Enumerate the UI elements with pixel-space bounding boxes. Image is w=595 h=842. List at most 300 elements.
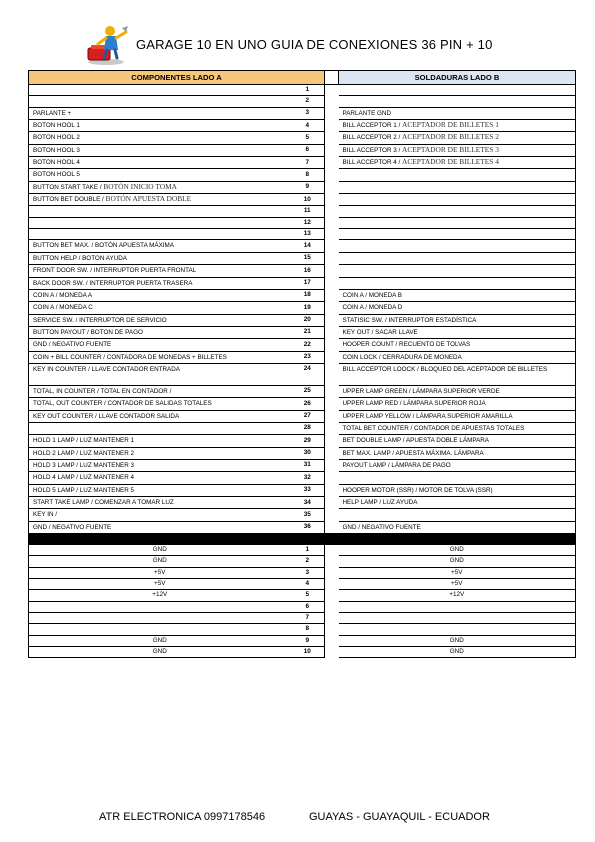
side-a-cell-text: COIN A / MONEDA A <box>33 291 93 299</box>
pin10-number <box>291 601 325 612</box>
pin10-side-b-text: +5V <box>451 580 463 588</box>
side-b-cell-text: BILL ACCEPTOR 1 / <box>342 122 402 130</box>
pin-number-text: 10 <box>303 195 311 203</box>
side-b-cell <box>339 277 576 289</box>
side-b-cell <box>339 240 576 252</box>
pin-number <box>291 398 325 410</box>
pin-number <box>291 435 325 447</box>
side-b-cell-text: HOOPER COUNT / RECUENTO DE TOLVAS <box>342 341 471 349</box>
pin10-side-b <box>339 556 576 567</box>
side-a-cell-text: TOTAL, IN COUNTER / TOTAL EN CONTADOR / <box>33 387 172 395</box>
side-a-cell-text: BOTON HOOL 2 <box>33 134 80 142</box>
pin-row <box>29 169 576 181</box>
side-a-cell-text: HOLD 2 LAMP / LUZ MANTENER 2 <box>33 449 135 457</box>
pin-number <box>291 472 325 484</box>
side-a-cell <box>29 289 291 301</box>
side-b-cell <box>339 435 576 447</box>
side-a-cell <box>29 422 291 434</box>
side-a-cell-text: BOTON HOOL 5 <box>33 171 80 179</box>
pin10-row <box>29 647 576 658</box>
side-a-cell <box>29 385 291 397</box>
side-a-cell <box>29 120 291 132</box>
pin-row <box>29 85 576 96</box>
pin-row <box>29 181 576 193</box>
pin-number <box>291 497 325 509</box>
pin-number-text: 22 <box>303 340 311 348</box>
side-a-cell <box>29 363 291 385</box>
side-a-cell <box>29 265 291 277</box>
pin-row <box>29 509 576 521</box>
side-b-cell <box>339 363 576 385</box>
pin10-number-text: 8 <box>305 625 310 633</box>
pin10-side-b <box>339 579 576 590</box>
side-b-cell-text: PARLANTE GND <box>342 109 392 117</box>
pin-number <box>291 240 325 252</box>
pin-row <box>29 194 576 206</box>
side-a-cell-text: BUTTON HELP / BOTON AYUDA <box>33 254 128 262</box>
footer-location: GUAYAS - GUAYAQUIL - ECUADOR <box>309 811 490 823</box>
pin10-side-b <box>339 545 576 556</box>
pin10-number <box>291 556 325 567</box>
pin-row <box>29 302 576 314</box>
side-b-cell <box>339 521 576 533</box>
pin-number-text: 29 <box>303 436 311 444</box>
pin-number-text: 5 <box>305 133 310 141</box>
pin-row <box>29 229 576 240</box>
pin-row <box>29 484 576 496</box>
pin10-row <box>29 624 576 635</box>
pin10-side-a <box>29 647 291 658</box>
side-a-cell <box>29 339 291 351</box>
pin-row <box>29 339 576 351</box>
side-b-cell-text: GND / NEGATIVO FUENTE <box>342 523 421 531</box>
pin-number-text: 15 <box>303 254 311 262</box>
side-b-cell <box>339 132 576 144</box>
side-b-cell-text: PAYOUT LAMP / LÁMPARA DE PAGO <box>342 461 451 469</box>
pin-number <box>291 217 325 228</box>
side-a-cell-spanish-text: BOTÓN INICIO TOMA <box>103 181 177 191</box>
pin10-side-a <box>29 545 291 556</box>
pin-number-text: 6 <box>305 146 310 154</box>
pin10-row <box>29 601 576 612</box>
pin-number-text: 17 <box>303 279 311 286</box>
side-b-cell <box>339 265 576 277</box>
pin10-side-a-text: GND <box>152 557 167 565</box>
side-a-cell <box>29 521 291 533</box>
side-a-cell-text: KEY IN / <box>33 511 58 519</box>
side-b-cell-text: BET DOUBLE LAMP / APUESTA DOBLE LÁMPARA <box>342 437 490 445</box>
pin10-side-b-text: +5V <box>451 568 463 576</box>
pin-number-text: 4 <box>305 121 310 129</box>
side-b-cell <box>339 85 576 96</box>
pin10-number-text: 7 <box>305 614 310 622</box>
side-a-cell-text: COIN A / MONEDA C <box>33 304 93 312</box>
side-a-cell <box>29 398 291 410</box>
side-a-cell <box>29 217 291 228</box>
side-b-cell-text: HOOPER MOTOR (SSR) / MOTOR DE TOLVA (SSR) <box>342 486 493 494</box>
side-b-cell <box>339 144 576 156</box>
pin10-side-a-text: +5V <box>154 568 166 576</box>
side-b-cell <box>339 410 576 422</box>
pin10-number-text: 5 <box>305 591 310 599</box>
side-a-cell-text: TOTAL, OUT COUNTER / CONTADOR DE SALIDAS TOTALES <box>33 400 212 408</box>
pin10-row <box>29 556 576 567</box>
pin10-side-b <box>339 635 576 646</box>
pin-number <box>291 157 325 169</box>
separator-bar <box>29 534 576 545</box>
side-a-cell-text: GND / NEGATIVO FUENTE <box>33 341 112 349</box>
pin10-side-b <box>339 601 576 612</box>
pin-number <box>291 252 325 264</box>
side-a-cell-text: BUTTON PAYOUT / BOTON DE PAGO <box>33 328 143 336</box>
pin-row <box>29 410 576 422</box>
side-a-cell <box>29 472 291 484</box>
side-a-cell-text: BOTON HOOL 1 <box>33 122 80 130</box>
side-a-cell <box>29 206 291 217</box>
side-a-cell-text: BACK DOOR SW. / INTERRUPTOR PUERTA TRASERA <box>33 279 193 287</box>
pin-number-text: 30 <box>303 449 311 457</box>
pin-number <box>291 363 325 385</box>
side-a-cell <box>29 509 291 521</box>
pin10-side-a <box>29 601 291 612</box>
pin-number-text: 1 <box>305 86 310 93</box>
pin10-side-a-text: GND <box>152 648 167 656</box>
pin-row <box>29 422 576 434</box>
pin-number <box>291 484 325 496</box>
pin10-side-a-text: GND <box>152 546 167 554</box>
side-a-cell-text: HOLD 1 LAMP / LUZ MANTENER 1 <box>33 437 135 445</box>
pin10-row <box>29 635 576 646</box>
side-b-cell-text: BILL ACCEPTOR 4 / <box>342 159 402 167</box>
side-a-cell <box>29 326 291 338</box>
pin10-side-a <box>29 590 291 601</box>
pin10-number-text: 10 <box>303 648 311 656</box>
header-side-b: SOLDADURAS LADO B <box>339 71 576 85</box>
pin-number-text: 18 <box>303 291 311 299</box>
pin-number-text: 31 <box>303 461 311 469</box>
side-b-cell <box>339 447 576 459</box>
pin10-row <box>29 579 576 590</box>
side-b-cell <box>339 497 576 509</box>
side-a-cell-text: HOLD 4 LAMP / LUZ MANTENER 4 <box>33 474 135 482</box>
pin-number-text: 36 <box>303 523 311 531</box>
pin-number <box>291 410 325 422</box>
side-a-cell-text: HOLD 5 LAMP / LUZ MANTENER 5 <box>33 486 135 494</box>
pin-number-text: 7 <box>305 158 310 166</box>
pin10-number-text: 9 <box>305 636 310 644</box>
side-a-cell <box>29 240 291 252</box>
pin10-number <box>291 635 325 646</box>
pin-row <box>29 326 576 338</box>
side-b-cell <box>339 120 576 132</box>
side-a-cell <box>29 96 291 107</box>
pin-number-text: 23 <box>303 353 311 361</box>
pin-number-text: 28 <box>303 424 311 432</box>
side-a-cell <box>29 351 291 363</box>
side-b-cell-text: STATISIC SW. / INTERRUPTOR ESTADÍSTICA <box>342 316 477 324</box>
pin10-side-b <box>339 647 576 658</box>
side-b-cell <box>339 351 576 363</box>
pin-number <box>291 96 325 107</box>
pin10-side-a <box>29 579 291 590</box>
pin-number <box>291 351 325 363</box>
pin-number-text: 3 <box>305 109 310 117</box>
pin-number-text: 20 <box>303 316 311 324</box>
side-a-cell <box>29 194 291 206</box>
side-a-cell <box>29 85 291 96</box>
pin-row <box>29 217 576 228</box>
side-a-cell <box>29 144 291 156</box>
side-b-cell-text: BILL ACCEPTOR LOOCK / BLOQUEO DEL ACEPTADOR DE BILLETES <box>342 365 548 373</box>
side-a-cell <box>29 497 291 509</box>
side-b-cell <box>339 289 576 301</box>
side-b-cell <box>339 314 576 326</box>
pin-row <box>29 96 576 107</box>
side-b-cell-spanish-text: ACEPTADOR DE BILLETES 3 <box>402 144 499 154</box>
pin-number <box>291 289 325 301</box>
side-a-cell-text: START TAKE LAMP / COMENZAR A TOMAR LUZ <box>33 499 174 506</box>
side-b-cell-text: UPPER LAMP YELLOW / LÁMPARA SUPERIOR AMARILLA <box>342 412 513 420</box>
side-a-cell <box>29 314 291 326</box>
side-a-cell-text: PARLANTE + <box>33 109 72 117</box>
side-b-cell <box>339 217 576 228</box>
side-b-cell <box>339 326 576 338</box>
pin-number <box>291 229 325 240</box>
side-b-cell <box>339 157 576 169</box>
pin-number-text: 32 <box>303 473 311 481</box>
side-b-cell-text: COIN A / MONEDA D <box>342 304 403 312</box>
side-a-cell-text: BUTTON BET MAX. / BOTÓN APUESTA MÁXIMA <box>33 242 175 250</box>
side-b-cell-spanish-text: ACEPTADOR DE BILLETES 1 <box>402 120 499 130</box>
pin-row <box>29 447 576 459</box>
side-b-cell-text: BET MAX. LAMP / APUESTA MÁXIMA. LÁMPARA <box>342 449 484 457</box>
pin10-row <box>29 590 576 601</box>
side-b-cell-text: KEY OUT / SACAR LLAVE <box>342 328 418 336</box>
side-a-cell-text: BOTON HOOL 3 <box>33 146 80 154</box>
side-b-cell <box>339 302 576 314</box>
side-a-cell <box>29 484 291 496</box>
pin-number <box>291 107 325 119</box>
side-a-cell-text: KEY OUT COUNTER / LLAVE CONTADOR SALIDA <box>33 412 180 420</box>
pin10-number-text: 2 <box>305 557 310 565</box>
pin10-number-text: 4 <box>305 580 310 588</box>
side-b-cell <box>339 252 576 264</box>
pin-number-text: 21 <box>303 328 311 336</box>
pin10-side-a <box>29 624 291 635</box>
pin-number <box>291 85 325 96</box>
side-b-cell-spanish-text: ACEPTADOR DE BILLETES 2 <box>402 132 499 142</box>
pin-number <box>291 277 325 289</box>
side-a-cell <box>29 447 291 459</box>
side-b-cell <box>339 107 576 119</box>
pin10-number <box>291 624 325 635</box>
pin10-number <box>291 647 325 658</box>
pin-number <box>291 314 325 326</box>
pin10-side-b <box>339 624 576 635</box>
pin10-number-text: 1 <box>305 546 310 554</box>
page-title: GARAGE 10 EN UNO GUIA DE CONEXIONES 36 PIN + 10 <box>136 37 493 52</box>
pin-number-text: 16 <box>303 266 311 274</box>
pin-number-text: 19 <box>303 303 311 311</box>
side-a-cell <box>29 252 291 264</box>
pin-row <box>29 252 576 264</box>
side-b-cell-text: HELP LAMP / LUZ AYUDA <box>342 499 418 506</box>
side-b-cell-text: COIN LOCK / CERRADURA DE MONEDA <box>342 353 462 361</box>
pin-number <box>291 206 325 217</box>
side-b-cell-text: COIN A / MONEDA B <box>342 291 402 299</box>
pin10-number <box>291 579 325 590</box>
side-a-cell <box>29 277 291 289</box>
side-b-cell <box>339 459 576 471</box>
side-b-cell <box>339 398 576 410</box>
pin-number <box>291 447 325 459</box>
side-b-cell-text: UPPER LAMP RED / LÁMPARA SUPERIOR ROJA <box>342 400 486 408</box>
pin-row <box>29 521 576 533</box>
pin-number-text: 11 <box>303 207 311 215</box>
pin-number <box>291 144 325 156</box>
pin-row <box>29 157 576 169</box>
pin10-number <box>291 567 325 578</box>
side-a-cell <box>29 302 291 314</box>
pin-number-text: 13 <box>303 230 311 238</box>
side-a-cell-text: BUTTON BET DOUBLE / <box>33 196 106 204</box>
side-a-cell <box>29 229 291 240</box>
header-side-a: COMPONENTES LADO A <box>29 71 325 85</box>
side-a-cell-text: BUTTON START TAKE / <box>33 183 104 191</box>
pin10-side-b <box>339 613 576 624</box>
pin10-number-text: 3 <box>305 568 310 576</box>
pin-row <box>29 385 576 397</box>
side-a-cell-text: FRONT DOOR SW. / INTERRUPTOR PUERTA FRONTAL <box>33 267 197 275</box>
side-b-cell <box>339 484 576 496</box>
pin-number <box>291 169 325 181</box>
pin-row <box>29 144 576 156</box>
side-a-cell <box>29 169 291 181</box>
pin10-side-a-text: +5V <box>154 580 166 588</box>
pin10-number <box>291 590 325 601</box>
pin10-number-text: 6 <box>305 602 310 610</box>
pin10-side-a <box>29 556 291 567</box>
pin10-side-a-text: +12V <box>152 591 168 599</box>
pin-row <box>29 132 576 144</box>
pin-number-text: 33 <box>303 486 311 494</box>
pin-row <box>29 472 576 484</box>
side-b-cell <box>339 181 576 193</box>
side-a-cell <box>29 459 291 471</box>
pin-row <box>29 265 576 277</box>
pin-row <box>29 289 576 301</box>
pin-row <box>29 363 576 385</box>
side-b-cell <box>339 385 576 397</box>
side-b-cell-text: UPPER LAMP GREEN / LÁMPARA SUPERIOR VERDE <box>342 387 500 395</box>
pin-row <box>29 206 576 217</box>
pin-number-text: 27 <box>303 412 311 420</box>
side-b-cell <box>339 194 576 206</box>
side-b-cell <box>339 96 576 107</box>
pin10-side-b-text: GND <box>449 648 464 656</box>
side-a-cell <box>29 157 291 169</box>
pin10-side-a <box>29 567 291 578</box>
pin10-side-b <box>339 567 576 578</box>
pin10-row <box>29 545 576 556</box>
pin-number <box>291 339 325 351</box>
side-b-cell <box>339 229 576 240</box>
pin10-side-a <box>29 635 291 646</box>
pin-row <box>29 351 576 363</box>
pin-number-text: 26 <box>303 399 311 407</box>
side-a-cell-spanish-text: BOTÓN APUESTA DOBLE <box>105 194 192 204</box>
pin-number-text: 2 <box>305 97 310 105</box>
pin-number-text: 25 <box>303 387 311 395</box>
side-b-cell-text: BILL ACCEPTOR 3 / <box>342 146 402 154</box>
side-a-cell <box>29 132 291 144</box>
pin-row <box>29 240 576 252</box>
logo-mechanic-icon <box>82 22 130 66</box>
header-row <box>29 71 576 85</box>
side-b-cell <box>339 339 576 351</box>
pin-row <box>29 314 576 326</box>
pin10-row <box>29 613 576 624</box>
pin-row <box>29 277 576 289</box>
pin-number <box>291 521 325 533</box>
pin10-side-b-text: +12V <box>449 591 465 599</box>
pin-row <box>29 497 576 509</box>
pin-number <box>291 422 325 434</box>
side-b-cell <box>339 422 576 434</box>
pin-row <box>29 435 576 447</box>
pin10-number <box>291 545 325 556</box>
side-a-cell-text: SERVICE SW. / INTERRUPTOR DE SERVICIO <box>33 316 167 324</box>
pin10-side-a-text: GND <box>152 636 167 644</box>
pin-number-text: 9 <box>305 183 310 191</box>
side-b-cell-text: BILL ACCEPTOR 2 / <box>342 134 402 142</box>
pin-number <box>291 132 325 144</box>
side-a-cell-text: HOLD 3 LAMP / LUZ MANTENER 3 <box>33 461 135 469</box>
side-b-cell <box>339 206 576 217</box>
side-a-cell <box>29 107 291 119</box>
pin-number-text: 12 <box>303 218 311 226</box>
pin-number <box>291 459 325 471</box>
pin-number <box>291 120 325 132</box>
side-a-cell <box>29 181 291 193</box>
pin10-number <box>291 613 325 624</box>
side-b-cell <box>339 169 576 181</box>
side-b-cell <box>339 509 576 521</box>
pin10-side-b-text: GND <box>449 557 464 565</box>
pin10-side-b <box>339 590 576 601</box>
pin10-side-b-text: GND <box>449 636 464 644</box>
side-b-cell-spanish-text: ACEPTADOR DE BILLETES 4 <box>402 157 499 167</box>
side-b-cell <box>339 472 576 484</box>
side-b-cell-text: TOTAL BET COUNTER / CONTADOR DE APUESTAS TOTALES <box>342 424 525 432</box>
footer-company: ATR ELECTRONICA 0997178546 <box>99 811 266 823</box>
pin-row <box>29 459 576 471</box>
pin10-side-b-text: GND <box>449 546 464 554</box>
pin-number-text: 14 <box>303 241 311 249</box>
pin-number-text: 35 <box>303 510 311 518</box>
pin-number <box>291 302 325 314</box>
pin-row <box>29 398 576 410</box>
pin-number <box>291 194 325 206</box>
side-a-cell-text: BOTON HOOL 4 <box>33 159 80 167</box>
pin10-row <box>29 567 576 578</box>
pin-number-text: 8 <box>305 170 310 178</box>
side-a-cell-text: COIN + BILL COUNTER / CONTADORA DE MONEDAS + BILLETES <box>33 353 227 361</box>
pin10-side-a <box>29 613 291 624</box>
pin-number <box>291 509 325 521</box>
pin-row <box>29 120 576 132</box>
side-a-cell <box>29 410 291 422</box>
